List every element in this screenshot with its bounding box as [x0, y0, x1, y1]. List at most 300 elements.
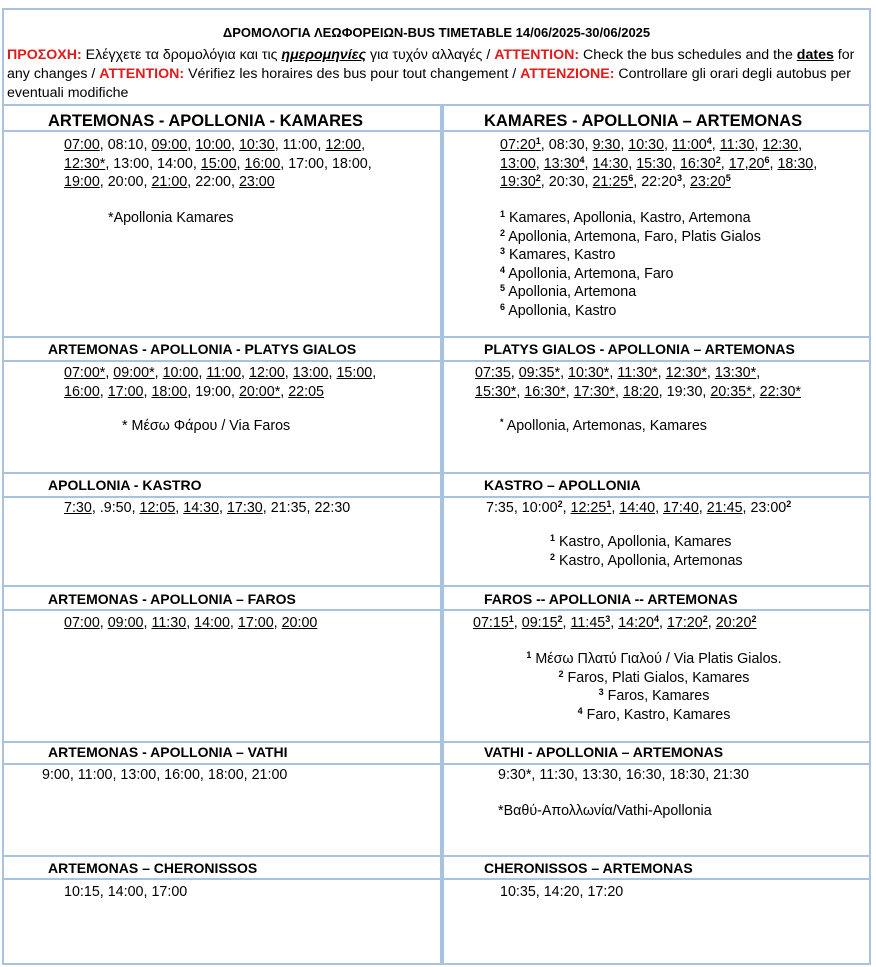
- departure-time: $09:15^2$: [521, 614, 563, 631]
- footnote-marker: 2: [550, 551, 556, 562]
- footnote-marker: 2: [558, 668, 564, 679]
- route-title: FAROS -- APOLLONIA -- ARTEMONAS: [484, 591, 738, 607]
- footnote: [500, 265, 761, 284]
- time-text: ,: [154, 365, 163, 381]
- fr-label: ATTENTION:: [99, 66, 185, 82]
- time-text: ,: [798, 137, 803, 153]
- column-divider: [440, 106, 444, 963]
- it-text: Controllare gli orari degli autobus per eventuali modifiche: [7, 66, 852, 101]
- departure-time: 20:00*: [238, 383, 281, 400]
- gr-text-2: για τυχόν αλλαγές /: [366, 47, 495, 63]
- time-text: 21:35: [270, 500, 307, 516]
- time-text: ,: [372, 365, 377, 381]
- gr-label: ΠΡΟΣΟΧΗ:: [7, 47, 82, 63]
- times-line: [64, 383, 376, 402]
- departure-time: 15:00: [200, 155, 237, 172]
- times-line: [64, 614, 317, 633]
- time-text: 22:00: [195, 174, 231, 190]
- time-text: ,: [317, 137, 326, 153]
- route-title: ARTEMONAS - APOLLONIA – FAROS: [48, 591, 296, 607]
- footnote-marker: 6: [500, 301, 506, 312]
- time-text: 9:00, 11:00, 13:00, 16:00, 18:00, 21:00: [42, 767, 288, 783]
- time-text: ,: [192, 155, 201, 172]
- time-text: 14:00: [157, 155, 193, 172]
- time-text: ,: [262, 500, 271, 516]
- times-line: [486, 499, 791, 518]
- times-line: [64, 155, 372, 174]
- time-text: 9:30*, 11:30, 13:30, 16:30, 18:30, 21:30: [498, 767, 749, 783]
- footnote-marker: 2: [702, 614, 708, 624]
- departure-time: 11:30*: [617, 365, 658, 381]
- route-times: [500, 136, 817, 192]
- time-text: 17:00: [288, 155, 325, 172]
- footnote: [494, 669, 814, 688]
- time-text: 11:00: [282, 137, 318, 153]
- time-text: ,: [230, 174, 239, 190]
- time-text: ,: [584, 174, 593, 190]
- time-text: ,: [756, 365, 761, 381]
- times-line: [500, 173, 817, 192]
- time-text: 22:30: [314, 500, 351, 516]
- time-text: ,: [516, 383, 525, 400]
- departure-time: 18:20: [622, 383, 659, 400]
- departure-time: $07:20^1$: [500, 136, 541, 153]
- times-line: [475, 383, 801, 402]
- footnote-marker: 1: [535, 136, 541, 146]
- departure-time: $07:15^1$: [473, 614, 514, 631]
- times-line: [475, 364, 801, 383]
- footnote-text: Μέσω Πλατύ Γιαλού / Via Platis Gialos.: [531, 651, 782, 667]
- time-text: ,: [510, 365, 519, 381]
- en-text: Check the bus schedules and the: [579, 47, 797, 63]
- time-text: ,: [230, 137, 239, 153]
- rule: [4, 855, 869, 857]
- departure-time: 13:00: [500, 155, 536, 172]
- times-line: [500, 883, 623, 902]
- time-text: ,: [565, 383, 574, 400]
- footnote-text: Faros, Kamares: [603, 688, 710, 704]
- time-text: ,: [707, 615, 716, 631]
- time-text: , .9:50,: [91, 500, 140, 516]
- departure-time: 14:30: [183, 500, 220, 516]
- footnote-text: Faros, Plati Gialos, Kamares: [563, 669, 750, 686]
- time-text: ,: [609, 365, 618, 381]
- departure-time: 22:30*: [759, 383, 801, 400]
- rule: [4, 360, 869, 362]
- time-text: ,: [143, 615, 152, 631]
- time-text: ,: [658, 615, 667, 631]
- route-notes: [550, 533, 743, 570]
- footnote-marker: 2: [557, 499, 563, 509]
- footnote-marker: 4: [706, 136, 712, 146]
- footnote-marker: *: [500, 417, 504, 427]
- departure-time: 19:00: [64, 174, 100, 190]
- footnote-marker: 4: [577, 705, 583, 716]
- time-text: ,: [655, 500, 664, 516]
- departure-time: 23:00: [238, 174, 275, 190]
- time-text: 19:30: [666, 383, 703, 400]
- time-text: ,: [658, 383, 667, 400]
- time-text: ,: [241, 365, 249, 381]
- departure-time: 07:00*: [64, 365, 106, 381]
- en-dates: dates: [796, 47, 834, 63]
- it-label: ATTENZIONE:: [520, 66, 615, 82]
- times-line: [42, 766, 287, 785]
- route-notes: [494, 650, 814, 724]
- footnote: [500, 417, 707, 436]
- departure-time: 12:30*: [665, 365, 707, 381]
- departure-time: 17:00: [237, 615, 274, 631]
- time-text: ,: [610, 615, 619, 631]
- footnote-marker: 1: [526, 650, 532, 660]
- route-note: *Βαθύ-Απολλωνία/Vathi-Apollonia: [498, 803, 712, 819]
- time-text: ,: [513, 615, 522, 631]
- time-text: ,: [711, 137, 720, 153]
- time-text: ,: [611, 500, 620, 516]
- time-text: ,: [99, 137, 108, 153]
- time-text: ,: [280, 383, 289, 400]
- times-line: [473, 614, 756, 633]
- footnote: [500, 228, 761, 247]
- time-text: ,: [143, 383, 152, 400]
- times-line: [64, 499, 350, 518]
- time-text: ,: [513, 500, 522, 516]
- time-text: 10:15, 14:00, 17:00: [64, 884, 188, 900]
- footnote-marker: 6: [628, 173, 634, 183]
- rule: [4, 585, 869, 587]
- time-text: $10:00^2$: [521, 499, 563, 516]
- footnote-marker: 5: [500, 283, 506, 293]
- time-text: ,: [274, 137, 283, 153]
- departure-time: 21:45: [706, 500, 743, 516]
- footnote-marker: 2: [557, 614, 563, 624]
- footnote: [550, 533, 743, 552]
- departure-time: 17:40: [663, 500, 699, 516]
- time-text: ,: [230, 383, 239, 400]
- en-label: ATTENTION:: [494, 47, 580, 63]
- times-line: [64, 883, 187, 902]
- time-text: ,: [706, 365, 715, 381]
- footnote-marker: 4: [500, 264, 506, 275]
- time-text: ,: [361, 137, 366, 153]
- route-title: KASTRO – APOLLONIA: [484, 477, 641, 493]
- departure-time: 09:00*: [113, 365, 155, 381]
- route-times: [64, 364, 376, 401]
- departure-time: 10:30*: [568, 365, 610, 381]
- departure-time: 07:35: [475, 365, 511, 381]
- time-text: 08:10: [107, 137, 144, 153]
- timetable-sheet: [2, 8, 871, 965]
- time-text: ,: [229, 615, 238, 631]
- time-text: ,: [813, 155, 818, 172]
- departure-time: 09:35*: [518, 365, 561, 381]
- footnote-marker: 3: [598, 687, 604, 697]
- time-text: ,: [187, 174, 196, 190]
- time-text: ,: [105, 365, 114, 381]
- departure-time: 11:00: [206, 365, 242, 381]
- time-text: ,: [754, 137, 763, 153]
- footnote-marker: 4: [579, 154, 585, 165]
- departure-time: 16:00: [64, 383, 100, 400]
- departure-time: 15:00: [336, 365, 373, 381]
- footnote: [500, 209, 761, 228]
- footnote-marker: 2: [715, 154, 721, 165]
- time-text: ,: [198, 365, 207, 381]
- route-times: [500, 883, 623, 902]
- time-text: ,: [584, 155, 593, 172]
- departure-time: 11:30: [719, 137, 755, 153]
- route-times: [64, 883, 187, 902]
- departure-time: 18:00: [151, 383, 188, 400]
- route-title: VATHI - APOLLONIA – ARTEMONAS: [484, 744, 724, 760]
- route-times: [498, 766, 749, 785]
- page-title: ΔΡΟΜΟΛΟΓΙΑ ΛΕΩΦΟΡΕΙΩΝ-BUS TIMETABLE 14/06/2025-30/06/2025: [222, 25, 651, 40]
- departure-time: 11:30: [151, 615, 187, 631]
- route-times: [473, 614, 756, 633]
- header: [4, 10, 869, 106]
- route-title: KAMARES - APOLLONIA – ARTEMONAS: [484, 112, 803, 130]
- time-text: 18:00: [331, 155, 368, 172]
- footnote-text: Apollonia, Artemonas, Kamares: [503, 418, 707, 434]
- time-text: ,: [562, 615, 571, 631]
- time-text: ,: [535, 155, 544, 172]
- time-text: ,: [682, 174, 690, 190]
- times-line: [500, 136, 817, 155]
- departure-time: $19:30^2$: [500, 173, 541, 190]
- departure-time: 14:40: [619, 500, 656, 516]
- footnote-text: Apollonia, Kastro: [505, 302, 617, 319]
- departure-time: 13:30*: [714, 365, 757, 381]
- route-title: APOLLONIA - KASTRO: [48, 477, 202, 493]
- footnote-marker: 2: [500, 227, 506, 238]
- time-text: $23:00^2$: [750, 499, 792, 516]
- footnote: [500, 283, 761, 302]
- time-text: ,: [328, 365, 337, 381]
- footnote: [494, 687, 814, 706]
- times-line: [498, 766, 749, 785]
- time-text: ,: [324, 155, 332, 172]
- gr-text: Ελέγχετε τα δρομολόγια και τις: [81, 47, 282, 63]
- departure-time: 16:30*: [524, 383, 566, 400]
- rule: [4, 609, 869, 611]
- time-text: ,: [672, 155, 680, 172]
- rule: [4, 472, 869, 474]
- departure-time: 09:00: [107, 615, 144, 631]
- departure-time: 12:00: [325, 137, 362, 153]
- time-text: ,: [187, 383, 196, 400]
- time-text: ,: [751, 383, 760, 400]
- time-text: ,: [584, 137, 593, 153]
- route-notes: [500, 209, 761, 320]
- departure-time: 18:30: [777, 155, 814, 172]
- route-note: *Apollonia Kamares: [108, 210, 234, 226]
- departure-time: 12:30*: [64, 155, 106, 172]
- time-text: $22:20^3$: [641, 173, 683, 190]
- time-text: ,: [105, 155, 114, 172]
- time-text: 13:00: [113, 155, 150, 172]
- time-text: ,: [187, 137, 196, 153]
- time-text: ,: [720, 155, 729, 172]
- footnote-text: Kamares, Kastro: [505, 247, 616, 263]
- departure-time: 13:00: [292, 365, 329, 381]
- departure-time: 9:30: [592, 137, 621, 153]
- gr-dates: ημερομηνίες: [281, 47, 367, 63]
- footnote-marker: 3: [500, 246, 506, 256]
- departure-time: 14:30: [592, 155, 629, 172]
- time-text: ,: [562, 500, 571, 516]
- time-text: ,: [628, 155, 637, 172]
- time-text: ,: [219, 500, 227, 516]
- time-text: ,: [280, 155, 289, 172]
- time-text: ,: [273, 615, 282, 631]
- time-text: ,: [633, 174, 642, 190]
- departure-time: 07:00: [64, 137, 100, 153]
- departure-time: 12:05: [139, 500, 176, 516]
- departure-time: 10:30: [238, 137, 275, 153]
- departure-time: 15:30*: [475, 383, 517, 400]
- departure-time: $17:20^2$: [666, 614, 708, 631]
- time-text: ,: [99, 383, 108, 400]
- departure-time: 20:35*: [710, 383, 752, 400]
- route-times: [486, 499, 791, 518]
- departure-time: 10:00: [195, 137, 231, 153]
- time-text: ,: [149, 155, 158, 172]
- departure-time: $23:20^5$: [689, 173, 731, 190]
- time-text: 08:30: [548, 137, 585, 153]
- footnote-text: Kastro, Apollonia, Artemonas: [555, 552, 743, 569]
- route-times: [64, 614, 317, 633]
- footnote-marker: 1: [508, 614, 514, 624]
- departure-time: 16:00: [244, 155, 281, 172]
- departure-time: 17:00: [107, 383, 144, 400]
- departure-time: 17:30: [226, 500, 263, 516]
- time-text: ,: [186, 615, 195, 631]
- departure-time: 21:00: [151, 174, 188, 190]
- footnote-text: Kamares, Apollonia, Kastro, Artemona: [505, 210, 751, 226]
- rule: [4, 878, 869, 880]
- departure-time: 10:00: [162, 365, 199, 381]
- departure-time: 12:30: [762, 137, 799, 153]
- time-text: ,: [702, 383, 711, 400]
- rule: [4, 496, 869, 498]
- time-text: ,: [143, 137, 152, 153]
- departure-time: 7:30: [64, 500, 92, 516]
- departure-time: 12:00: [249, 365, 285, 381]
- time-text: 20:00: [107, 174, 144, 190]
- footnote-marker: 3: [605, 614, 611, 624]
- route-title: ARTEMONAS – CHERONISSOS: [48, 860, 258, 876]
- departure-time: $21:25^6$: [592, 173, 634, 190]
- time-text: ,: [99, 174, 108, 190]
- footnote-marker: 1: [550, 533, 556, 543]
- route-title: CHERONISSOS – ARTEMONAS: [484, 860, 693, 876]
- departure-time: 15:30: [636, 155, 672, 172]
- time-text: ,: [540, 137, 549, 153]
- footnote: [500, 302, 761, 321]
- departure-time: 09:00: [151, 137, 188, 153]
- times-line: [64, 173, 372, 192]
- rule: [4, 763, 869, 765]
- footnote-marker: 1: [500, 209, 506, 219]
- time-text: ,: [657, 365, 666, 381]
- footnote: [494, 650, 814, 669]
- time-text: ,: [236, 155, 245, 172]
- route-note: * Μέσω Φάρου / Via Faros: [122, 418, 291, 434]
- time-text: 19:00: [195, 383, 231, 400]
- route-title: ARTEMONAS - APOLLONIA - PLATYS GIALOS: [48, 341, 357, 357]
- footnote-text: Kastro, Apollonia, Kamares: [555, 534, 732, 550]
- time-text: ,: [664, 137, 672, 153]
- time-text: ,: [367, 155, 372, 172]
- route-times: [64, 136, 372, 192]
- time-text: ,: [769, 155, 778, 172]
- time-text: ,: [175, 500, 184, 516]
- departure-time: 14:00: [194, 615, 230, 631]
- time-text: ,: [143, 174, 152, 190]
- footnote-marker: 2: [786, 499, 792, 509]
- footnote-marker: 5: [725, 173, 731, 183]
- time-text: ,: [540, 174, 549, 190]
- route-title: PLATYS GIALOS - APOLLONIA – ARTEMONAS: [484, 341, 795, 357]
- footnote-marker: 3: [677, 173, 683, 183]
- route-title: ARTEMONAS - APOLLONIA - KAMARES: [48, 112, 364, 130]
- time-text: 7:35: [486, 500, 514, 516]
- departure-time: 17:30*: [573, 383, 615, 400]
- departure-time: 22:05: [288, 383, 325, 400]
- departure-time: 20:00: [281, 615, 318, 631]
- rule: [4, 336, 869, 338]
- footnote-text: Apollonia, Artemona, Faro: [505, 265, 674, 282]
- departure-time: $11:00^4$: [672, 136, 712, 153]
- rule: [4, 741, 869, 743]
- time-text: ,: [620, 137, 629, 153]
- footnote: [550, 552, 743, 571]
- time-text: ,: [742, 500, 751, 516]
- footnote-text: Apollonia, Artemona, Faro, Platis Gialos: [505, 228, 761, 245]
- departure-time: 10:30: [628, 137, 665, 153]
- time-text: ,: [614, 383, 623, 400]
- departure-time: $12:25^1$: [570, 499, 612, 516]
- time-text: ,: [284, 365, 293, 381]
- times-line: [500, 155, 817, 174]
- time-text: ,: [306, 500, 315, 516]
- footnote: [494, 706, 814, 725]
- departure-time: $20:20^2$: [715, 614, 757, 631]
- footnote-marker: 1: [606, 499, 612, 509]
- route-notes: [500, 417, 707, 436]
- times-line: [64, 364, 376, 383]
- departure-time: $16:30^2$: [679, 154, 721, 172]
- time-text: ,: [698, 500, 707, 516]
- fr-text: Vérifiez les horaires des bus pour tout changement /: [184, 66, 521, 82]
- route-title: ARTEMONAS - APOLLONIA – VATHI: [48, 744, 288, 760]
- time-text: ,: [99, 615, 108, 631]
- en-text-2: for any changes /: [7, 47, 855, 82]
- footnote: [500, 246, 761, 265]
- route-times: [475, 364, 801, 401]
- departure-time: 17,20$^6$: [728, 154, 770, 172]
- footnote-marker: 4: [653, 614, 659, 624]
- departure-time: $13:30^4$: [543, 154, 585, 172]
- departure-time: 07:00: [64, 615, 100, 631]
- footnote-marker: 2: [751, 614, 757, 624]
- time-text: 10:35, 14:20, 17:20: [500, 884, 624, 900]
- footnote-marker: 6: [764, 154, 770, 165]
- route-times: [42, 766, 287, 785]
- footnote-marker: 2: [535, 173, 541, 183]
- time-text: 20:30: [548, 174, 585, 190]
- footnote-text: Apollonia, Artemona: [505, 284, 637, 300]
